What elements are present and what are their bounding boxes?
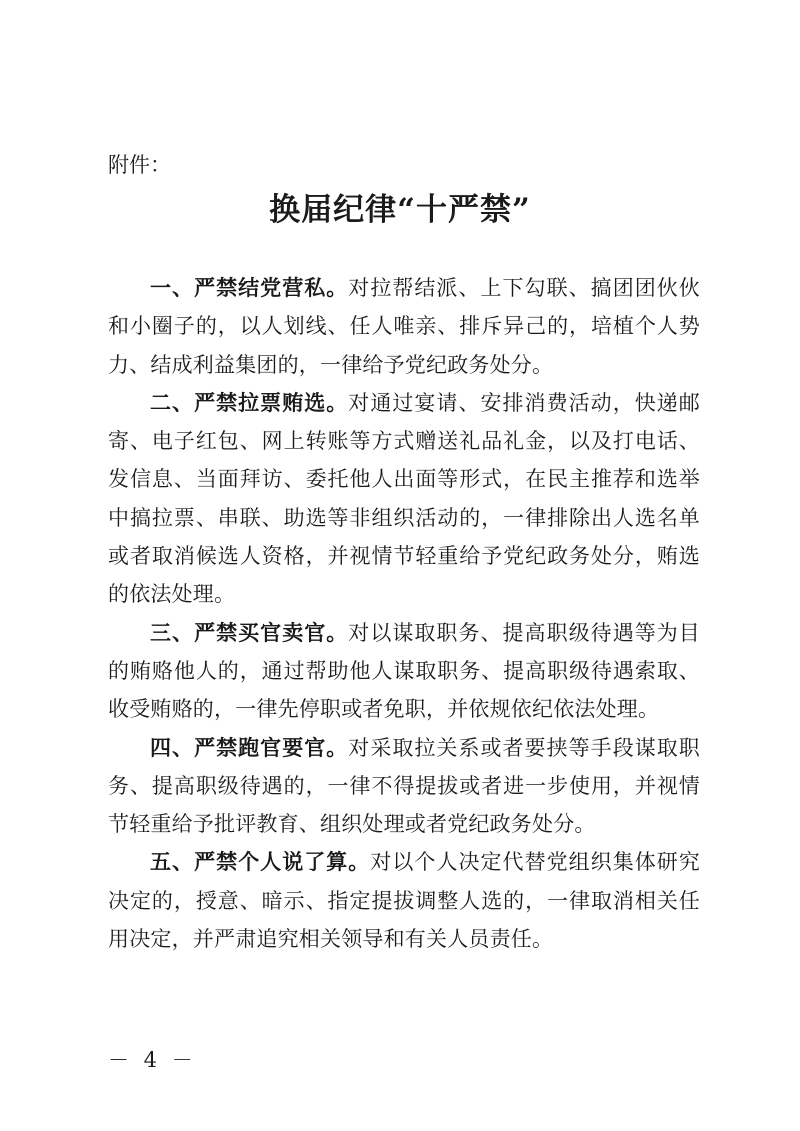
rules-body — [108, 269, 700, 958]
rule-paragraph-3 — [108, 614, 700, 729]
rule-text: 对以谋取职务、提高职级待遇等为目的贿赂他人的，通过帮助他人谋取职务、提高职级待遇索取、收受贿赂的，一律先停职或者免职，并依规依纪依法处理。 — [108, 620, 700, 722]
attachment-label: 附件： — [108, 153, 171, 177]
page-number: － 4 － — [108, 1048, 197, 1072]
rule-heading: 三、严禁买官卖官。 — [150, 620, 349, 645]
document-title: 换届纪律“十严禁” — [269, 192, 531, 228]
rule-text: 对通过宴请、安排消费活动，快递邮寄、电子红包、网上转账等方式赠送礼品礼金，以及打电话、发信息、当面拜访、委托他人出面等形式，在民主推荐和选举中搞拉票、串联、助选等非组织活动的，一律排除出人选名单或者取消候选人资格，并视情节轻重给予党纪政务处分，贿选的依法处理。 — [108, 390, 700, 607]
rule-heading: 五、严禁个人说了算。 — [150, 850, 371, 875]
rule-heading: 四、严禁跑官要官。 — [150, 735, 349, 760]
rule-text: 对采取拉关系或者要挟等手段谋取职务、提高职级待遇的，一律不得提拔或者进一步使用，并视情节轻重给予批评教育、组织处理或者党纪政务处分。 — [108, 735, 700, 837]
rule-heading: 一、严禁结党营私。 — [150, 276, 349, 300]
rule-paragraph-4 — [108, 729, 700, 844]
rule-paragraph-5 — [108, 843, 700, 958]
rule-paragraph-1 — [108, 269, 700, 384]
rule-text: 对以个人决定代替党组织集体研究决定的，授意、暗示、指定提拔调整人选的，一律取消相关任用决定，并严肃追究相关领导和有关人员责任。 — [108, 850, 701, 952]
rule-paragraph-2 — [108, 384, 700, 614]
rule-text: 对拉帮结派、上下勾联、搞团团伙伙和小圈子的，以人划线、任人唯亲、排斥异己的，培植个人势力、结成利益集团的，一律给予党纪政务处分。 — [108, 276, 700, 377]
rule-heading: 二、严禁拉票贿选。 — [150, 390, 349, 415]
